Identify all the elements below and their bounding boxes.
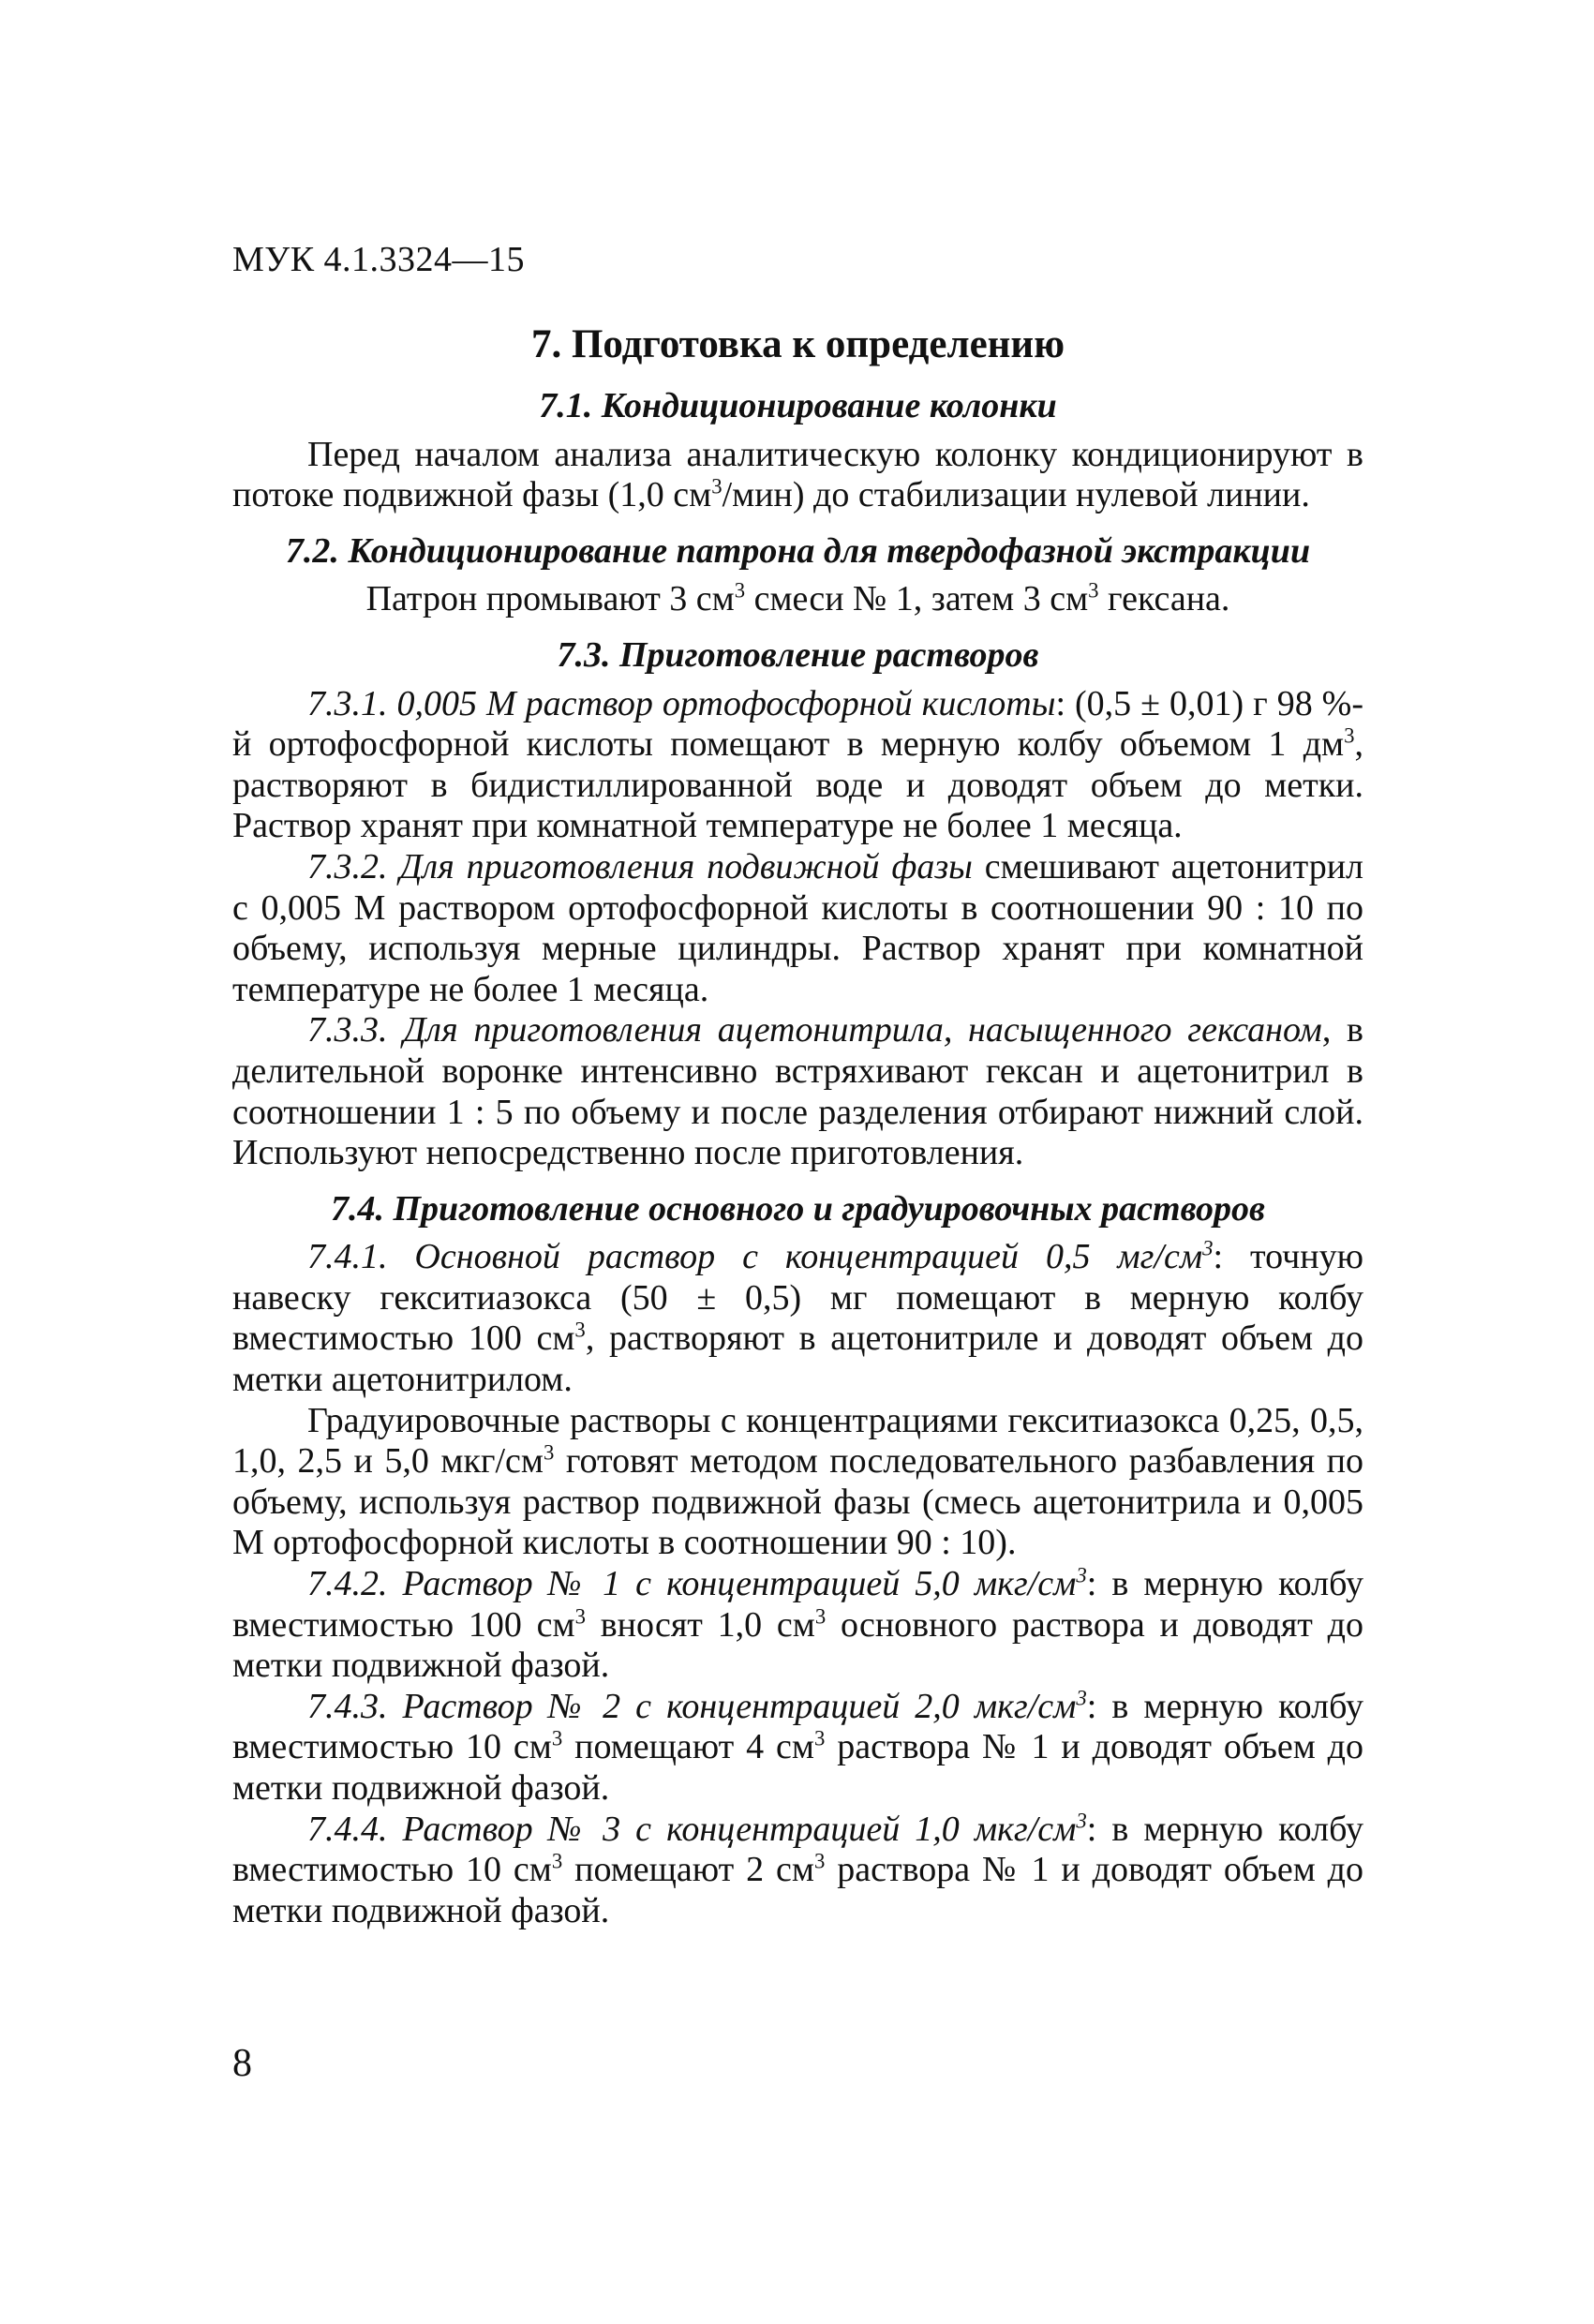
text-segment: : в мерную колбу вместимостью 10 см xyxy=(232,1809,1363,1890)
text-segment: Патрон промывают 3 см xyxy=(365,579,735,619)
text-segment: раствора № 1 и доводят объем до метки подвижной фазой. xyxy=(232,1850,1363,1930)
superscript: 3 xyxy=(1076,1686,1087,1710)
text-segment: помещают 2 см xyxy=(562,1850,814,1890)
paragraph-7-2 xyxy=(232,579,1363,620)
paragraph-7-4-1 xyxy=(232,1237,1363,1400)
superscript: 3 xyxy=(813,1726,826,1750)
superscript: 3 xyxy=(1076,1563,1087,1587)
paragraph-7-1 xyxy=(232,435,1363,516)
paragraph-7-4-4 xyxy=(232,1810,1363,1932)
text-segment: помещают 4 см xyxy=(562,1727,814,1767)
section-title: 7. Подготовка к определению xyxy=(530,322,1065,366)
paragraph-7-3-1 xyxy=(232,684,1363,847)
text-segment: смешивают ацетонитрил с 0,005 М раствором ортофосфорной кислоты в соотношении 90 : 10 по объему, используя мерные цилиндры. Раствор хранят при комнатной температуре не более 1 месяца. xyxy=(232,846,1363,1009)
italic-lead xyxy=(307,1237,1214,1276)
subsection-title-7-4: 7.4. Приготовление основного и градуировочных растворов xyxy=(330,1188,1266,1229)
superscript: 3 xyxy=(543,1440,555,1465)
document-body xyxy=(232,319,1363,1931)
text-segment: 7.4.2. Раствор № 1 с концентрацией 5,0 мкг/см xyxy=(307,1564,1077,1604)
paragraph-7-4-2 xyxy=(232,1564,1363,1687)
superscript: 3 xyxy=(734,578,746,603)
text-segment: : точную навеску гекситиазокса (50 ± 0,5) мг помещают в мерную колбу вместимостью 100 см xyxy=(232,1237,1363,1359)
text-segment: /мин) до стабилизации нулевой линии. xyxy=(722,475,1310,515)
text-segment: 7.4.3. Раствор № 2 с концентрацией 2,0 мкг/см xyxy=(307,1686,1077,1726)
superscript: 3 xyxy=(711,474,723,499)
text-segment: , растворяют в ацетонитриле и доводят объем до метки ацетонитрилом. xyxy=(232,1318,1363,1400)
text-segment: , растворяют в бидистиллированной воде и доводят объем до метки. Раствор хранят при комнатной температуре не более 1 месяца. xyxy=(232,724,1363,846)
superscript: 3 xyxy=(813,1849,826,1873)
superscript: 3 xyxy=(551,1849,563,1873)
italic-lead: 7.3.1. 0,005 М раствор ортофосфорной кислоты xyxy=(307,683,1056,723)
superscript: 3 xyxy=(551,1726,563,1750)
italic-lead xyxy=(307,1810,1087,1849)
superscript: 3 xyxy=(574,1603,586,1628)
superscript: 3 xyxy=(1076,1808,1087,1832)
subsection-title-7-1: 7.1. Кондиционирование колонки xyxy=(539,386,1057,425)
italic-lead: 7.3.2. Для приготовления подвижной фазы xyxy=(307,846,973,886)
subsection-title-7-3: 7.3. Приготовление растворов xyxy=(557,634,1039,675)
italic-lead xyxy=(307,1687,1087,1726)
paragraph-7-3-2 xyxy=(232,847,1363,1010)
text-segment: основного раствора и доводят до метки подвижной фазой. xyxy=(232,1604,1363,1686)
text-segment: 7.4.4. Раствор № 3 с концентрацией 1,0 мкг/см xyxy=(307,1809,1077,1849)
text-segment: 7.4.1. Основной раствор с концентрацией 0,5 мг/см xyxy=(307,1237,1203,1277)
italic-lead xyxy=(307,1564,1087,1603)
text-segment: раствора № 1 и доводят объем до метки подвижной фазой. xyxy=(232,1727,1363,1808)
superscript: 3 xyxy=(1202,1236,1214,1260)
text-segment: вносят 1,0 см xyxy=(585,1604,815,1645)
text-segment: Перед началом анализа аналитическую колонку кондиционируют в потоке подвижной фазы (1,0 см xyxy=(232,434,1363,515)
superscript: 3 xyxy=(814,1603,827,1628)
superscript: 3 xyxy=(1088,578,1099,603)
text-segment: : в мерную колбу вместимостью 10 см xyxy=(232,1686,1363,1767)
superscript: 3 xyxy=(574,1318,586,1342)
text-segment: готовят методом последовательного разбавления по объему, используя раствор подвижной фазы (смесь ацетонитрила и 0,005 М ортофосфорной кислоты в соотношении 90 : 10). xyxy=(232,1441,1364,1563)
text-segment: гексана. xyxy=(1098,579,1230,619)
subsection-title-7-2: 7.2. Кондиционирование патрона для твердофазной экстракции xyxy=(285,530,1311,571)
superscript: 3 xyxy=(1344,723,1355,748)
text-segment: Градуировочные растворы с концентрациями гекситиазокса 0,25, 0,5, 1,0, 2,5 и 5,0 мкг/см xyxy=(232,1400,1363,1482)
page-number: 8 xyxy=(232,2042,252,2085)
text-segment: : в мерную колбу вместимостью 100 см xyxy=(232,1564,1363,1645)
italic-lead: 7.3.3. Для приготовления ацетонитрила, насыщенного гексаном xyxy=(307,1010,1322,1050)
text-segment: : (0,5 ± 0,01) г 98 %-й ортофосфорной кислоты помещают в мерную колбу объемом 1 дм xyxy=(232,683,1363,765)
paragraph-calibration-solutions xyxy=(232,1401,1363,1564)
document-header: МУК 4.1.3324—15 xyxy=(232,240,526,279)
paragraph-7-4-3 xyxy=(232,1687,1363,1810)
text-segment: смеси № 1, затем 3 см xyxy=(745,579,1089,619)
text-segment: , в делительной воронке интенсивно встряхивают гексан и ацетонитрил в соотношении 1 : 5 по объему и после разделения отбирают нижний слой. Используют непосредственно после приготовления. xyxy=(232,1010,1363,1173)
paragraph-7-3-3 xyxy=(232,1010,1363,1173)
